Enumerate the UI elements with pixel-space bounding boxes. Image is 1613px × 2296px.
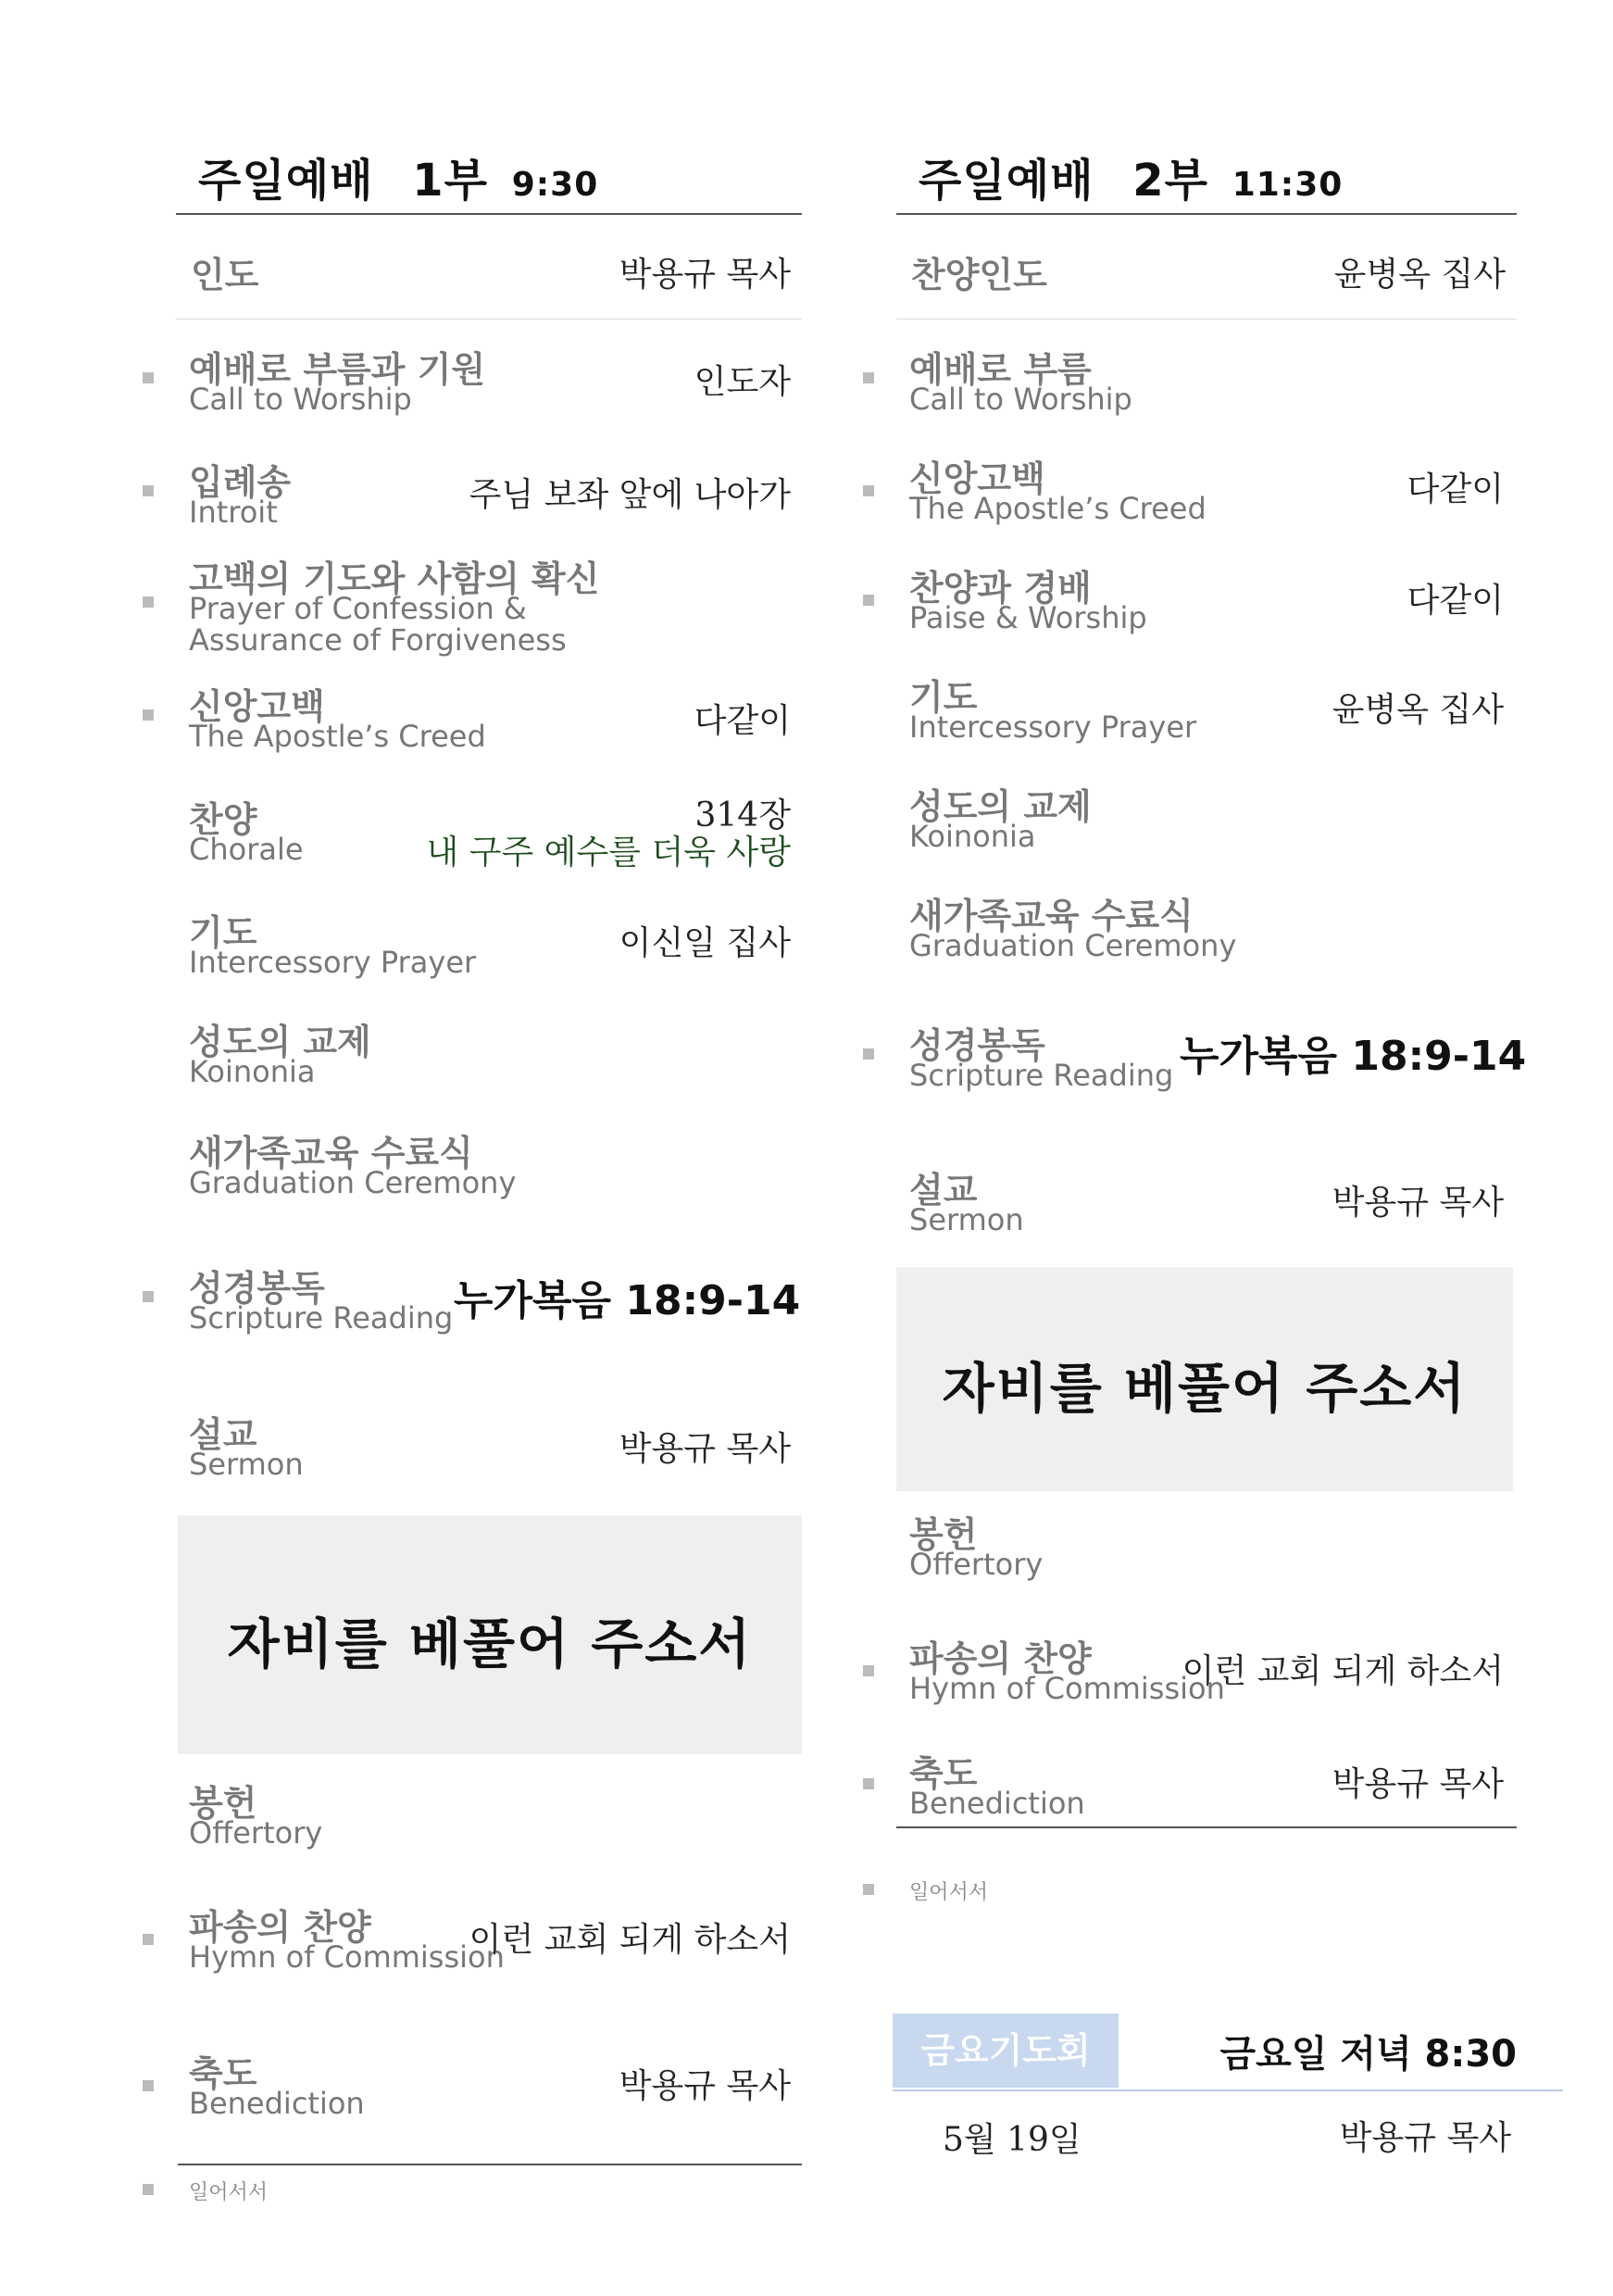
bullet-icon	[143, 1291, 154, 1302]
bullet-icon	[863, 1665, 874, 1676]
bullet-icon	[863, 485, 874, 496]
scripture-reference: 누가복음 18:9-14	[454, 1277, 801, 1324]
service-time: 9:30	[511, 166, 599, 204]
item-english: Intercessory Prayer	[909, 709, 1197, 745]
sermon-title-banner	[178, 1515, 802, 1754]
leader-label: 인도	[191, 255, 259, 295]
sermon-title: 자비를 베풀어 주소서	[227, 1612, 753, 1675]
item-korean: 예배로 부름과 기원	[189, 349, 486, 390]
item-english: Scripture Reading	[189, 1300, 454, 1336]
item-english: Prayer of Confession &	[189, 591, 527, 626]
service-title-text: 주일예배	[198, 155, 374, 207]
item-korean: 봉헌	[189, 1783, 257, 1824]
item-english: Chorale	[189, 832, 304, 867]
leader-name: 박용규 목사	[619, 256, 791, 294]
item-korean: 예배로 부름	[909, 349, 1092, 390]
item-english: Scripture Reading	[909, 1058, 1174, 1093]
item-korean: 찬양과 경배	[909, 568, 1092, 609]
item-english: Introit	[189, 495, 278, 530]
section-divider	[178, 2164, 802, 2165]
stand-note: 일어서서	[189, 2181, 269, 2204]
bullet-icon	[863, 1884, 874, 1895]
item-english: Sermon	[189, 1447, 304, 1482]
bullet-icon	[143, 2184, 154, 2195]
service-time: 11:30	[1232, 166, 1344, 204]
item-english: Hymn of Commission	[189, 1939, 505, 1975]
item-korean: 새가족교육 수료식	[909, 896, 1194, 936]
item-english-2: Assurance of Forgiveness	[189, 622, 567, 658]
item-detail: 박용규 목사	[619, 1430, 791, 1468]
item-english: Intercessory Prayer	[189, 945, 477, 980]
item-korean: 설교	[189, 1414, 257, 1455]
hymn-number: 314장	[694, 797, 791, 834]
item-detail: 박용규 목사	[1332, 1765, 1504, 1803]
item-english: Paise & Worship	[909, 600, 1147, 635]
bullet-icon	[143, 372, 154, 383]
leader-name: 윤병옥 집사	[1333, 256, 1506, 294]
hymn-title: 내 구주 예수를 더욱 사랑	[426, 834, 791, 872]
service-2-header	[896, 139, 1517, 215]
item-korean: 신앙고백	[189, 686, 325, 727]
item-english: Graduation Ceremony	[189, 1165, 517, 1200]
sermon-title-banner	[896, 1267, 1513, 1491]
bullet-icon	[863, 595, 874, 606]
item-korean: 성경봉독	[189, 1268, 325, 1309]
stand-note: 일어서서	[909, 1881, 989, 1904]
item-korean: 축도	[189, 2053, 257, 2094]
leader-label: 찬양인도	[911, 255, 1047, 295]
item-english: Graduation Ceremony	[909, 928, 1237, 963]
item-detail: 윤병옥 집사	[1332, 691, 1504, 729]
item-english: Call to Worship	[189, 382, 412, 417]
item-detail: 인도자	[694, 363, 791, 401]
bullet-icon	[143, 596, 154, 608]
bullet-icon	[143, 1934, 154, 1945]
service-2-column	[896, 0, 1527, 2296]
friday-prayer-date: 5월 19일	[943, 2121, 1082, 2159]
item-korean: 봉헌	[909, 1514, 978, 1555]
item-korean: 성도의 교제	[909, 786, 1092, 827]
item-detail: 박용규 목사	[1332, 1184, 1504, 1222]
item-korean: 설교	[909, 1170, 978, 1211]
item-korean: 새가족교육 수료식	[189, 1133, 473, 1173]
item-korean: 기도	[189, 912, 257, 953]
item-korean: 고백의 기도와 사함의 확신	[189, 558, 600, 599]
item-english: Benediction	[909, 1786, 1085, 1821]
item-korean: 찬양	[189, 799, 257, 840]
bullet-icon	[863, 372, 874, 383]
sermon-title: 자비를 베풀어 주소서	[942, 1357, 1468, 1420]
item-korean: 성도의 교제	[189, 1022, 371, 1062]
item-detail: 박용규 목사	[619, 2067, 791, 2105]
service-1-column	[176, 0, 802, 2296]
item-detail: 이런 교회 되게 하소서	[1182, 1652, 1504, 1690]
bullet-icon	[863, 1778, 874, 1789]
item-english: The Apostle’s Creed	[189, 719, 486, 754]
service-title-text: 주일예배	[919, 155, 1094, 207]
bullet-icon	[143, 709, 154, 721]
service-1-title	[198, 144, 598, 208]
item-korean: 입례송	[189, 462, 292, 503]
friday-divider	[893, 2089, 1563, 2091]
service-part: 1부	[412, 155, 488, 207]
item-english: Hymn of Commission	[909, 1671, 1225, 1706]
item-korean: 신앙고백	[909, 458, 1045, 499]
item-english: Call to Worship	[909, 382, 1132, 417]
service-2-title	[919, 144, 1343, 208]
item-detail: 다같이	[694, 702, 791, 740]
item-korean: 축도	[909, 1753, 978, 1794]
scripture-reference: 누가복음 18:9-14	[1180, 1033, 1527, 1080]
bullet-icon	[863, 1048, 874, 1060]
item-detail: 주님 보좌 앞에 나아가	[469, 476, 791, 514]
bullet-icon	[143, 485, 154, 496]
item-english: Sermon	[909, 1202, 1024, 1237]
item-english: Offertory	[189, 1815, 323, 1851]
friday-prayer-label: 금요기도회	[893, 2014, 1119, 2088]
item-korean: 파송의 찬양	[909, 1638, 1092, 1679]
friday-prayer-section	[893, 2014, 1563, 2159]
item-english: Koinonia	[909, 819, 1036, 854]
item-detail: 다같이	[1407, 582, 1504, 620]
item-english: Offertory	[909, 1547, 1044, 1582]
section-divider	[896, 1826, 1517, 1828]
item-english: Benediction	[189, 2086, 365, 2121]
item-korean: 기도	[909, 677, 978, 718]
friday-prayer-leader: 박용규 목사	[1339, 2119, 1511, 2157]
leader-row	[176, 215, 802, 320]
item-english: Koinonia	[189, 1054, 316, 1089]
item-detail: 이런 교회 되게 하소서	[469, 1921, 791, 1959]
service-part: 2부	[1132, 155, 1208, 207]
item-korean: 파송의 찬양	[189, 1907, 371, 1948]
item-detail: 다같이	[1407, 470, 1504, 508]
item-english: The Apostle’s Creed	[909, 491, 1207, 526]
bullet-icon	[143, 2080, 154, 2091]
leader-row	[896, 215, 1517, 320]
service-1-header	[176, 139, 802, 215]
item-korean: 성경봉독	[909, 1025, 1045, 1066]
friday-prayer-time: 금요일 저녁 8:30	[1219, 2033, 1517, 2076]
item-detail: 이신일 집사	[619, 924, 791, 962]
